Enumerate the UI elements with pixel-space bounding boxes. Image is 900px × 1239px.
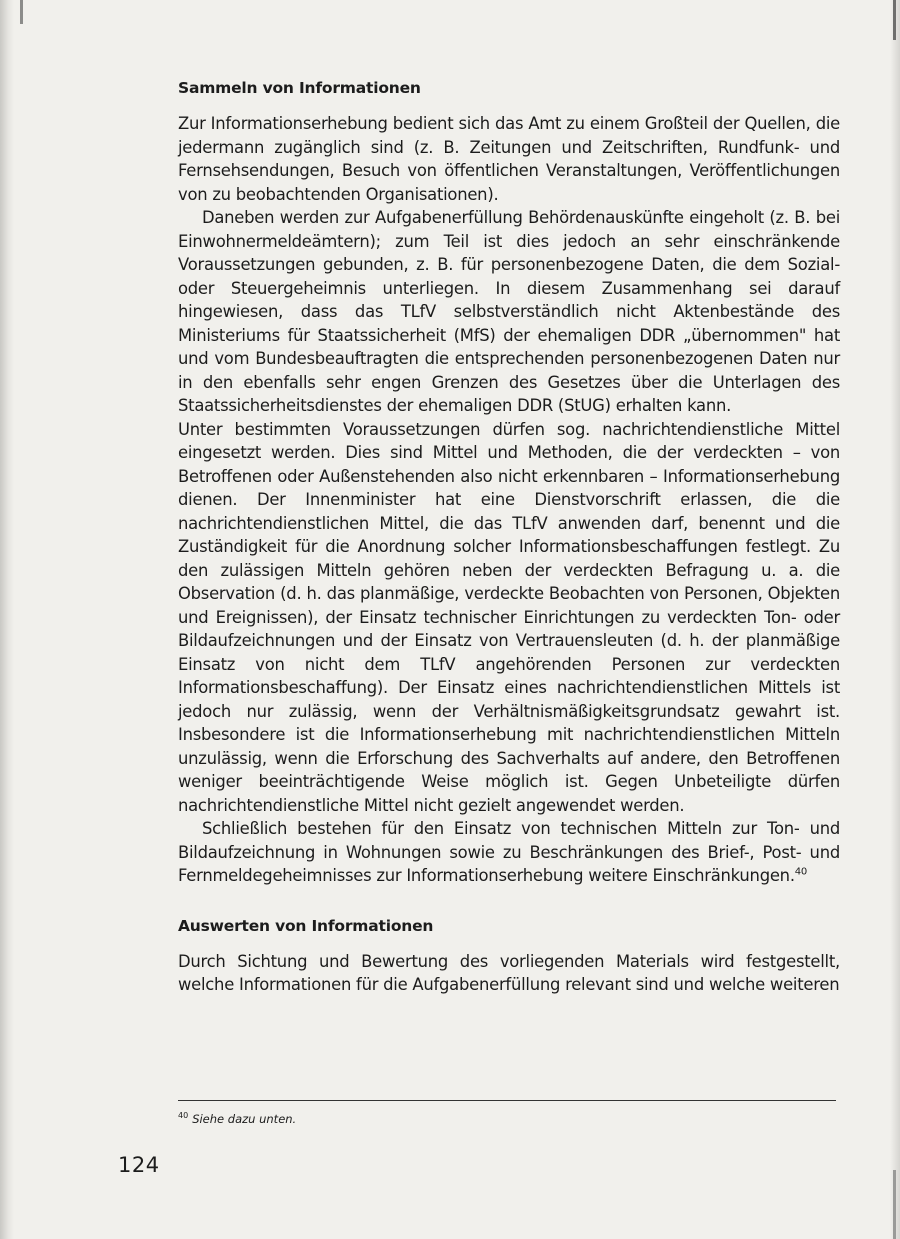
paragraph-3: Unter bestimmten Voraussetzungen dürfen sog. nachrichtendienstliche Mittel eingesetzt werden. Dies sind Mittel und Methoden, die der verdeckten – von Betroffenen oder Außenstehenden also nicht erkennbaren – Informationserhebung dienen. Der Innenminister hat eine Dienstvorschrift erlassen, die die nachrichtendienstlichen Mittel, die das TLfV anwenden darf, benennt und die Zuständigkeit für die Anordnung solcher Informationsbeschaffungen festlegt. Zu den zulässigen Mitteln gehören neben der verdeckten Befragung u. a. die Observation (d. h. das planmäßige, verdeckte Beobachten von Personen, Objekten und Ereignissen), der Einsatz technischer Einrichtungen zu verdeckten Ton- oder Bildaufzeichnungen und der Einsatz von Vertrauensleuten (d. h. der planmäßige Einsatz von nicht dem TLfV angehörenden Personen zur verdeckten Informationsbeschaffung). Der Einsatz eines nachrichtendienstlichen Mittels ist jedoch nur zulässig, wenn der Verhältnismäßigkeitsgrundsatz gewahrt ist. Insbesondere ist die Informationserhebung mit nachrichtendienstlichen Mitteln unzulässig, wenn die Erforschung des Sachverhalts auf andere, den Betroffenen weniger beeinträchtigende Weise möglich ist. Gegen Unbeteiligte dürfen nachrichtendienstliche Mittel nicht gezielt angewendet werden. xyxy=(178,419,840,815)
scan-edge-right xyxy=(890,0,900,1239)
section-heading-sammeln: Sammeln von Informationen xyxy=(178,79,421,97)
paragraph-4 xyxy=(178,817,840,888)
scan-mark-top-left xyxy=(20,0,23,24)
page-number: 124 xyxy=(118,1153,160,1177)
footnote-text: Siehe dazu unten. xyxy=(192,1112,297,1126)
scan-mark-top-right xyxy=(893,0,896,40)
scan-mark-bottom-right xyxy=(893,1170,896,1239)
paragraph-1: Zur Informationserhebung bedient sich das Amt zu einem Großteil der Quellen, die jedermann zugänglich sind (z. B. Zeitungen und Zeitschriften, Rundfunk- und Fernsehsendungen, Besuch von öffentlichen Veranstaltungen, Veröffentlichungen von zu beobachtenden Organisationen). xyxy=(178,114,840,204)
section-spacer xyxy=(178,888,840,916)
footnote xyxy=(178,1112,296,1126)
paragraph-2: Daneben werden zur Aufgabenerfüllung Behördenauskünfte eingeholt (z. B. bei Einwohnermeldeämtern); zum Teil ist dies jedoch an sehr einschränkende Voraussetzungen gebunden, z. B. für personenbezogene Daten, die dem Sozial- oder Steuergeheimnis unterliegen. In diesem Zusammenhang sei darauf hingewiesen, dass das TLfV selbstverständlich nicht Aktenbestände des Ministeriums für Staatssicherheit (MfS) der ehemaligen DDR „übernommen" hat und vom Bundesbeauftragten die entsprechenden personenbezogenen Daten nur in den ebenfalls sehr engen Grenzen des Gesetzes über die Unterlagen des Staatssicherheitsdienstes der ehemaligen DDR (StUG) erhalten kann. xyxy=(178,208,840,415)
footnote-number: 40 xyxy=(178,1111,189,1121)
footnote-divider xyxy=(178,1100,836,1101)
section-heading-auswerten: Auswerten von Informationen xyxy=(178,916,434,935)
scan-edge-left xyxy=(0,0,14,1239)
paragraph-4-text: Schließlich bestehen für den Einsatz von technischen Mitteln zur Ton- und Bildaufzeichnung in Wohnungen sowie zu Beschränkungen des Brief-, Post- und Fernmeldegeheimnisses zur Informationserhebung weitere Einschränkungen. xyxy=(178,819,840,885)
page-body xyxy=(178,78,840,997)
footnote-reference[interactable]: 40 xyxy=(794,866,808,878)
paragraph-5: Durch Sichtung und Bewertung des vorliegenden Materials wird festgestellt, welche Informationen für die Aufgabenerfüllung relevant sind und welche weiteren xyxy=(178,951,840,994)
